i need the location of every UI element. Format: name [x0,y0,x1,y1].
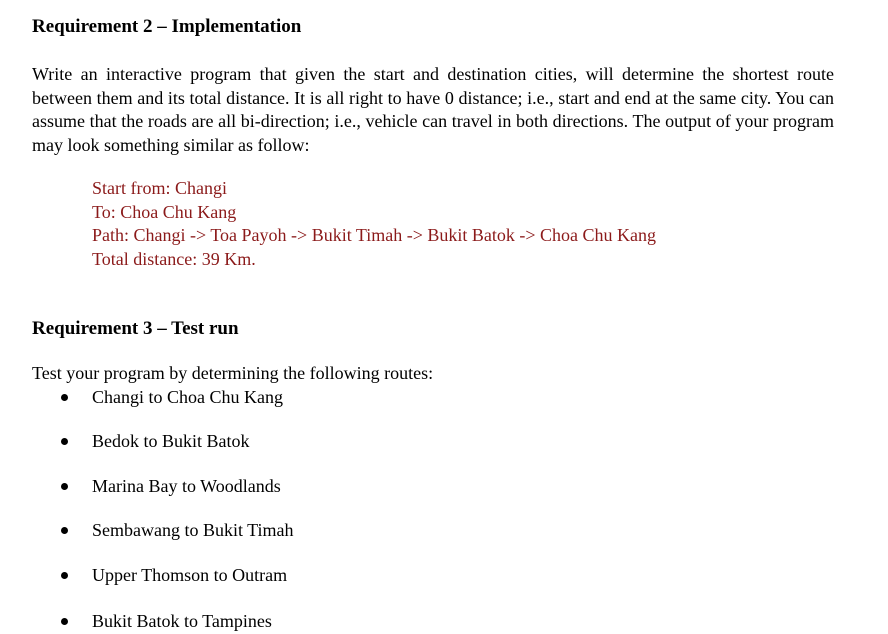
bullet-icon [61,618,68,625]
test-route-label: Upper Thomson to Outram [92,565,288,585]
test-route-label: Bukit Batok to Tampines [92,611,272,631]
sample-output-start: Start from: Changi [92,178,227,198]
bullet-icon [61,527,68,534]
test-route-label: Bedok to Bukit Batok [92,431,250,451]
sample-output [92,177,656,271]
requirement-3-intro: Test your program by determining the following routes: [32,363,434,383]
test-route-label: Changi to Choa Chu Kang [92,387,283,407]
bullet-icon [61,483,68,490]
requirement-3-heading: Requirement 3 – Test run [32,318,239,339]
bullet-icon [61,394,68,401]
sample-output-path: Path: Changi -> Toa Payoh -> Bukit Timah -> Bukit Batok -> Choa Chu Kang [92,225,657,245]
test-route-label: Marina Bay to Woodlands [92,476,281,496]
bullet-icon [61,572,68,579]
bullet-icon [61,438,68,445]
sample-output-destination: To: Choa Chu Kang [92,201,237,222]
requirement-2-heading: Requirement 2 – Implementation [32,16,302,37]
test-route-label: Sembawang to Bukit Timah [92,520,294,540]
sample-output-distance: Total distance: 39 Km. [92,248,256,269]
requirement-2-paragraph: Write an interactive program that given the start and destination cities, will determine the shortest route between them and its total distance. It is all right to have 0 distance; i.e., start and end at the same city. You can assume that the roads are all bi-direction; i.e., vehicle can travel in both directions. The output of your program may look something similar as follow: [32,64,834,155]
